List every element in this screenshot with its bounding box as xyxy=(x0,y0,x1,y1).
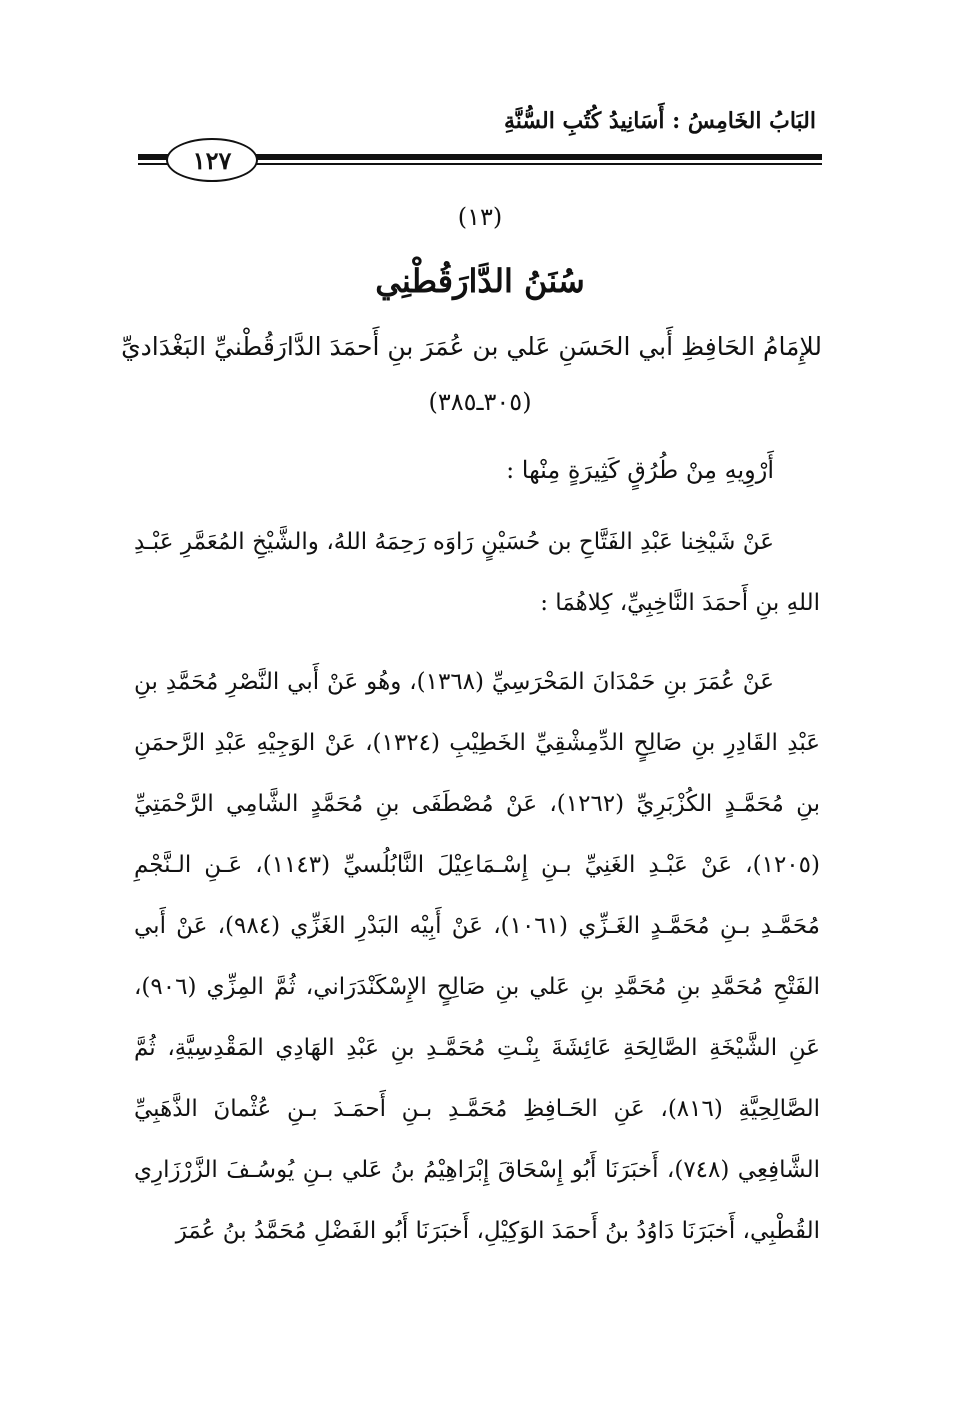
page-number: ١٢٧ xyxy=(192,145,232,175)
intro-line: أَرْوِيهِ مِنْ طُرُقٍ كَثِيرَةٍ مِنْها : xyxy=(506,456,774,484)
paragraph-2: عَنْ عُمَرَ بنِ حَمْدَانَ المَحْرَسِيِّ (١٣٦٨)، وهُو عَنْ أَبي النَّصْرِ مُحَمَّدِ بنِ عَبْدِ القَادِرِ بنِ صَالِحٍ الدِّمِشْقِيِّ الخَطِيْبِ (١٣٢٤)، عَنْ الوَجِيْهِ عَبْدِ الرَّحمَنِ بنِ مُحَمَّـدٍ الكُزْبَرِيِّ (١٢٦٢)، عَنْ مُصْطَفَى بنِ مُحَمَّدٍ الشَّامِي الرَّحْمَتِيِّ (١٢٠٥)، عَنْ عَبْـدِ الغَنِيِّ بـنِ إِسْـمَاعِيْلَ النَّابُلُسيِّ (١١٤٣)، عَـنِ الـنَّجْمِ مُحَمَّـدِ بـنِ مُحَمَّـدٍ الغَـزِّي (١٠٦١)، عَنْ أَبِيْه البَدْرِ الغَزِّي (٩٨٤)، عَنْ أَبي الفَتْحِ مُحَمَّدِ بنِ مُحَمَّدِ بنِ عَلي بنِ صَالِحٍ الإِسْكَنْدَرَاني، ثُمَّ المِزِّي (٩٠٦)، عَنِ الشَّيْخَةِ الصَّالِحَةِ عَائِشَةَ بِنْـتِ مُحَمَّـدِ بنِ عَبْدِ الهَادِي المَقْدِسِيَّةِ، ثُمَّ الصَّالِحِيَّةِ (٨١٦)، عَنِ الحَـافِظِ مُحَمَّـدِ بـنِ أَحمَـدَ بـنِ عُثْمانَ الذَّهَبِيِّ الشَّافِعِي (٧٤٨)، أَخبَرَنَا أَبُو إِسْحَاقَ إِبْرَاهِيْمُ بنُ عَلي بـنِ يُوسُـفَ الزَّرْزَارِي القُطْبِي، أَخبَرَنَا دَاوُدُ بنُ أَحمَدَ الوَكِيْلِ، أَخبَرَنَا أَبُو الفَضْلِ مُحَمَّدُ بنُ عُمَرَ xyxy=(134,669,820,1244)
running-header: البَابُ الخَامِسُ : أَسَانِيدُ كُتُبِ السُّنَّةِ xyxy=(504,108,816,134)
author-dates: (٣٠٥ـ٣٨٥) xyxy=(428,388,532,416)
book-title: سُنَنُ الدَّارَقُطْنِي xyxy=(375,262,585,300)
entry-number: (١٣) xyxy=(457,203,503,231)
page-number-oval xyxy=(166,138,258,182)
paragraph-1: عَنْ شَيْخِنا عَبْدِ الفَتَّاحِ بن حُسَيْنٍ رَاوَه رَحِمَهُ اللهُ، والشَّيْخِ المُعَمَّرِ عَبْـدِ اللهِ بنِ أَحمَدَ النَّاخِبِيِّ، كِلاهُمَا : xyxy=(134,529,820,616)
author-line: للإِمَامُ الحَافِظِ أَبي الحَسَنِ عَلي بن عُمَرَ بنِ أَحمَدَ الدَّارَقُطْنيِّ البَغْدَاديِّ xyxy=(121,332,822,361)
